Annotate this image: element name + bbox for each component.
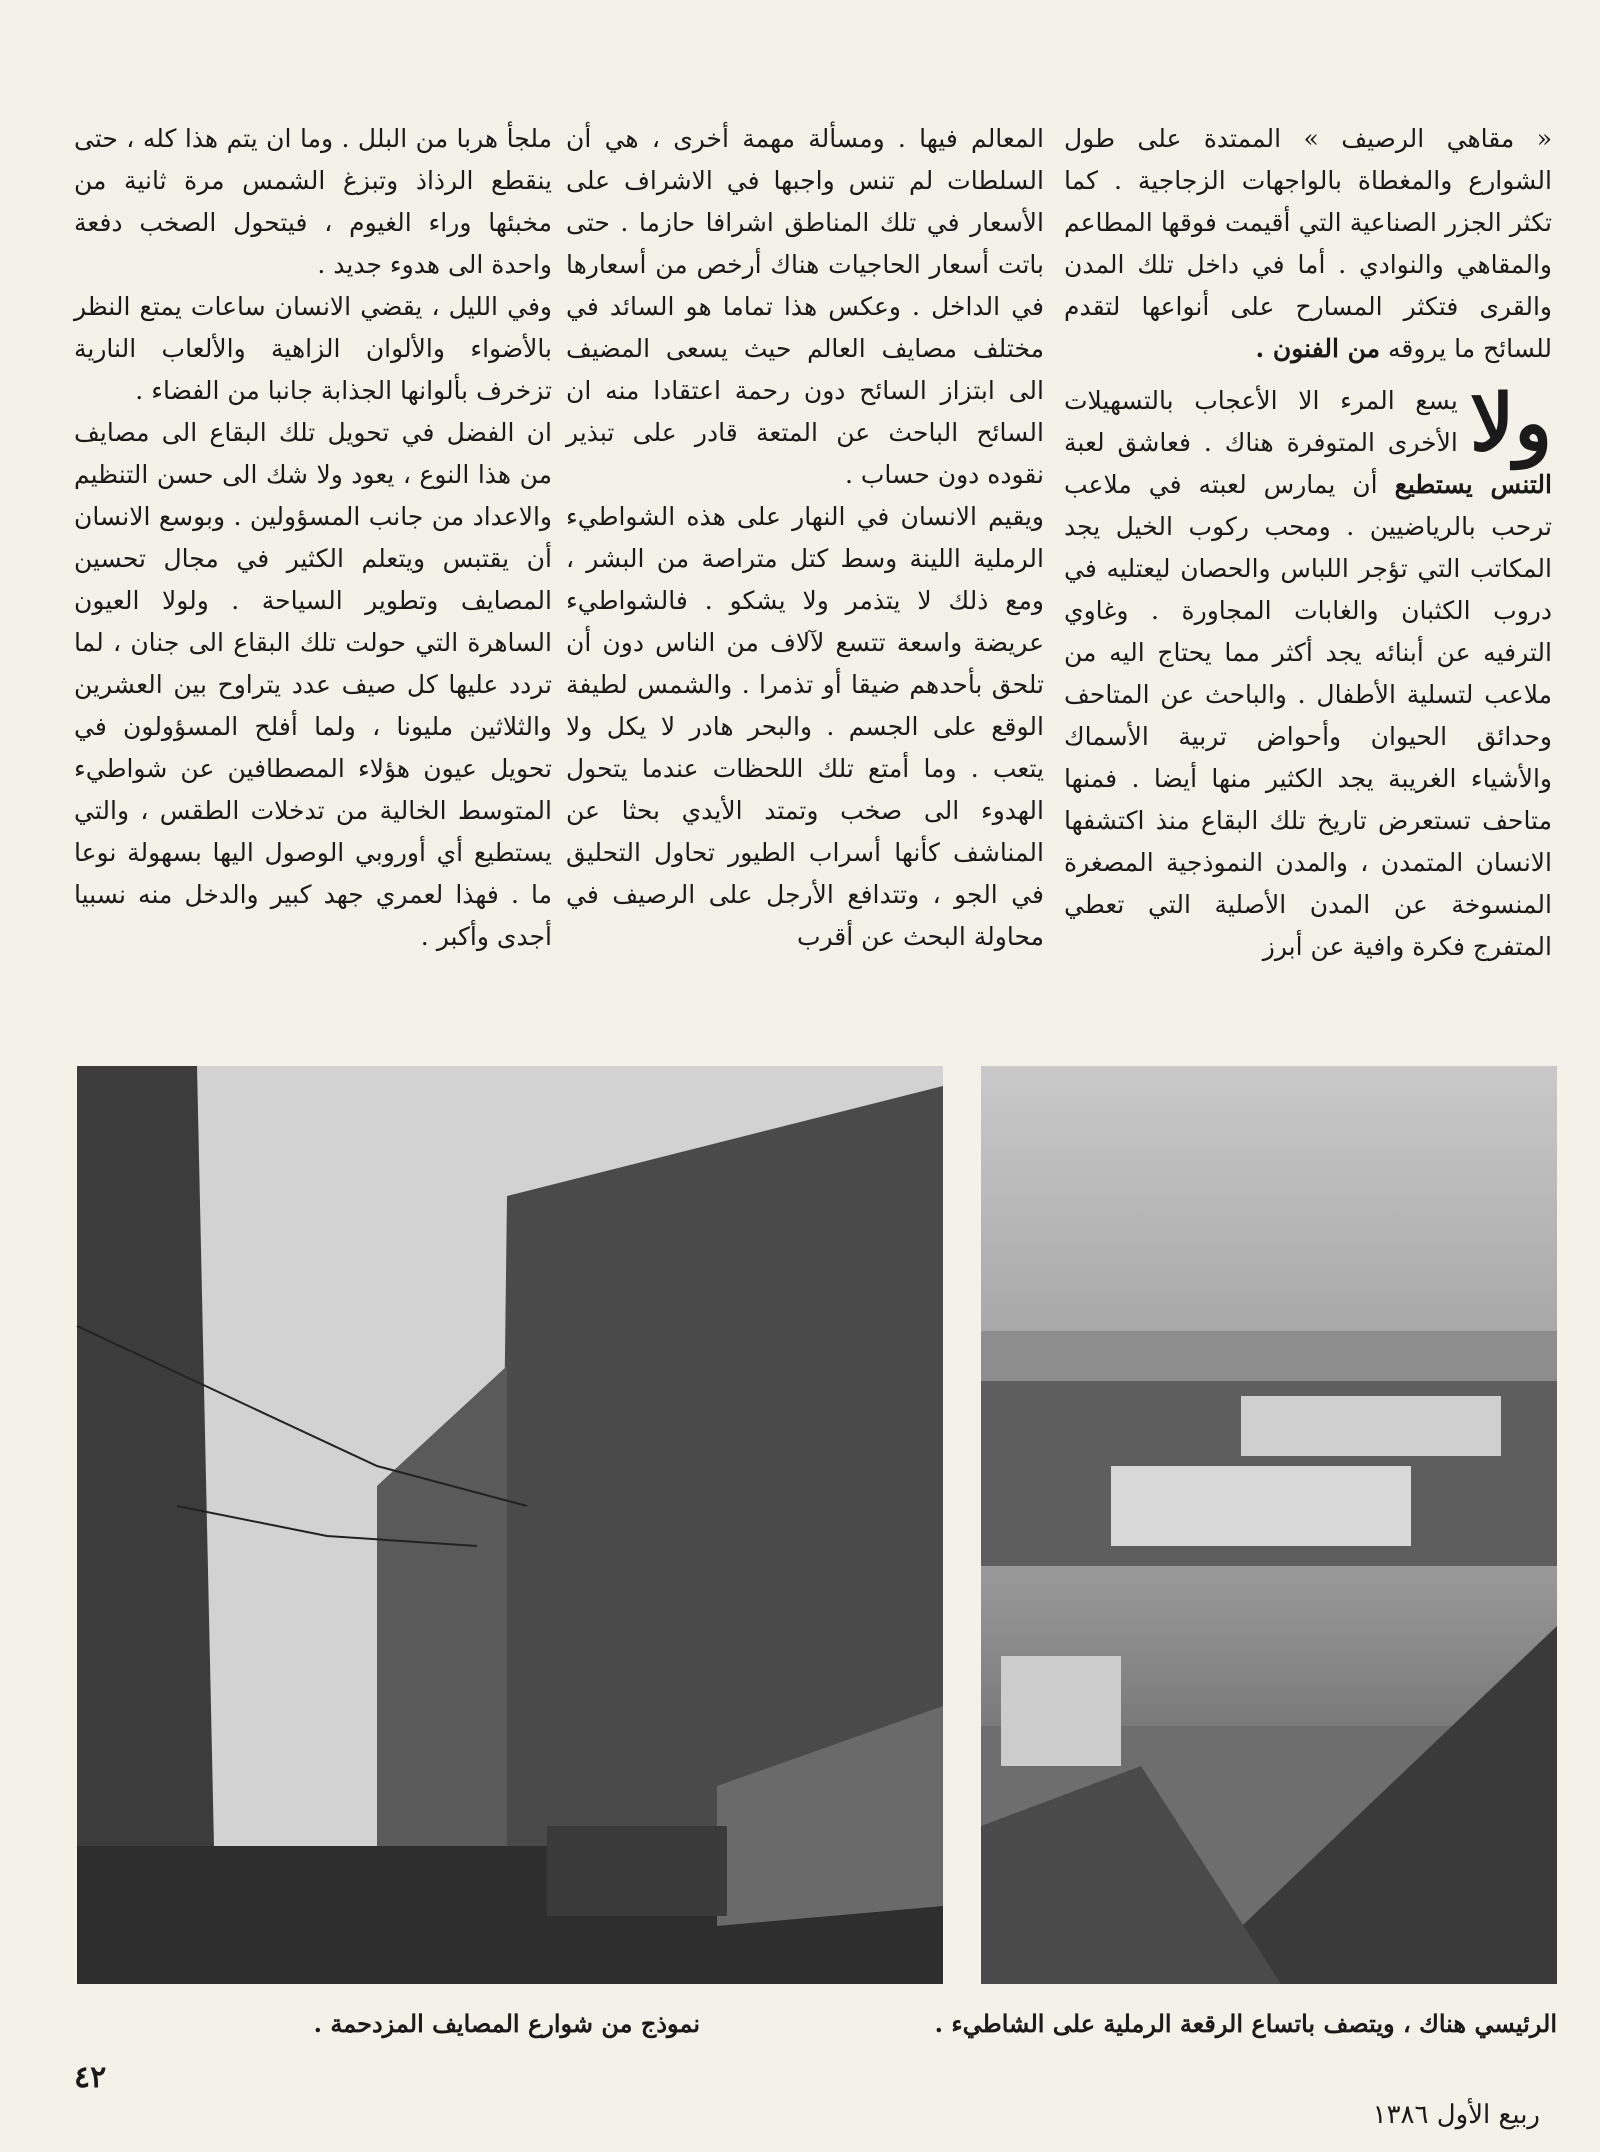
street-photo-image (77, 1066, 943, 1984)
paragraph (1064, 118, 1552, 370)
beach-photo (981, 1066, 1557, 1984)
paragraph-text: أن يمارس لعبته في ملاعب ترحب بالرياضيين . ومحب ركوب الخيل يجد المكاتب التي تؤجر اللباس والحصان ليعتليه في دروب الكثبان والغابات المجاورة . وغاوي الترفيه عن أبنائه يجد أكثر مما يحتاج اليه من ملاعب لتسلية الأطفال . والباحث عن المتاحف وحدائق الحيوان وأحواض تربية الأسماك والأشياء الغريبة يجد الكثير منها أيضا . فمنها متاحف تستعرض تاريخ تلك البقاع منذ اكتشفها الانسان المتمدن ، والمدن النموذجية المصغرة المنسوخة عن المدن الأصلية التي تعطي المتفرج فكرة وافية عن أبرز (1064, 470, 1552, 961)
street-photo (77, 1066, 943, 1984)
paragraph: ملجأ هربا من البلل . وما ان يتم هذا كله ، حتى ينقطع الرذاذ وتبزغ الشمس مرة ثانية من مخبئها وراء الغيوم ، فيتحول الصخب دفعة واحدة الى هدوء جديد . (74, 124, 552, 279)
article-column-left (74, 118, 552, 951)
paragraph-emphasis: من الفنون . (1255, 334, 1381, 363)
paragraph: وفي الليل ، يقضي الانسان ساعات يمتع النظر بالأضواء والألوان الزاهية والألعاب النارية تزخرف بألوانها الجذابة جانبا من الفضاء . (74, 292, 552, 405)
beach-photo-caption: الرئيسي هناك ، ويتصف باتساع الرقعة الرملية على الشاطيء . (934, 2009, 1557, 2038)
paragraph: المعالم فيها . ومسألة مهمة أخرى ، هي أن السلطات لم تنس واجبها في الاشراف على الأسعار في تلك المناطق اشرافا حازما . حتى باتت أسعار الحاجيات هناك أرخص من أسعارها في الداخل . وعكس هذا تماما هو السائد في مختلف مصايف العالم حيث يسعى المضيف الى ابتزاز السائح دون رحمة اعتقادا منه ان السائح الباحث عن المتعة قادر على تبذير نقوده دون حساب . (566, 124, 1044, 489)
paragraph: ويقيم الانسان في النهار على هذه الشواطيء الرملية اللينة وسط كتل متراصة من البشر ، ومع ذلك لا يتذمر ولا يشكو . فالشواطيء عريضة واسعة تتسع لآلاف من الناس دون أن تلحق بأحدهم ضيقا أو تذمرا . والشمس لطيفة الوقع على الجسم . والبحر هادر لا يكل ولا يتعب . وما أمتع تلك اللحظات عندما يتحول الهدوء الى صخب وتمتد الأيدي بحثا عن المناشف كأنها أسراب الطيور تحاول التحليق في الجو ، وتتدافع الأرجل على الرصيف في محاولة البحث عن أقرب (566, 502, 1044, 951)
issue-date: ربيع الأول ١٣٨٦ (1372, 2100, 1540, 2130)
article-column-middle (566, 118, 1044, 951)
paragraph: ان الفضل في تحويل تلك البقاع الى مصايف من هذا النوع ، يعود ولا شك الى حسن التنظيم والاعداد من جانب المسؤولين . وبوسع الانسان أن يقتبس ويتعلم الكثير في مجال تحسين المصايف وتطوير السياحة . ولولا العيون الساهرة التي حولت تلك البقاع الى جنان ، لما تردد عليها كل صيف عدد يتراوح بين العشرين والثلاثين مليونا ، ولما أفلح المسؤولون في تحويل عيون هؤلاء المصطافين عن شواطيء المتوسط الخالية من تدخلات الطقس ، والتي يستطيع أي أوروبي الوصول اليها بسهولة نوعا ما . فهذا لعمري جهد كبير والدخل منه نسبيا أجدى وأكبر . (74, 418, 552, 951)
street-photo-caption: نموذج من شوارع المصايف المزدحمة . (313, 2009, 700, 2038)
paragraph-text: « مقاهي الرصيف » الممتدة على طول الشوارع والمغطاة بالواجهات الزجاجية . كما تكثر الجزر الصناعية التي أقيمت فوقها المطاعم والمقاهي والنوادي . أما في داخل تلك المدن والقرى فتكثر المسارح على أنواعها لتقدم للسائح ما يروقه (1064, 124, 1552, 363)
paragraph-text: يسع المرء الا الأعجاب بالتسهيلات الأخرى المتوفرة هناك . فعاشق لعبة (1064, 386, 1458, 457)
drop-cap: ولا (1469, 378, 1552, 469)
paragraph-emphasis: التنس يستطيع (1394, 470, 1552, 499)
beach-photo-image (981, 1066, 1557, 1984)
article-column-right (1064, 118, 1552, 961)
paragraph (1064, 380, 1552, 968)
page-number: ٤٢ (74, 2060, 107, 2095)
